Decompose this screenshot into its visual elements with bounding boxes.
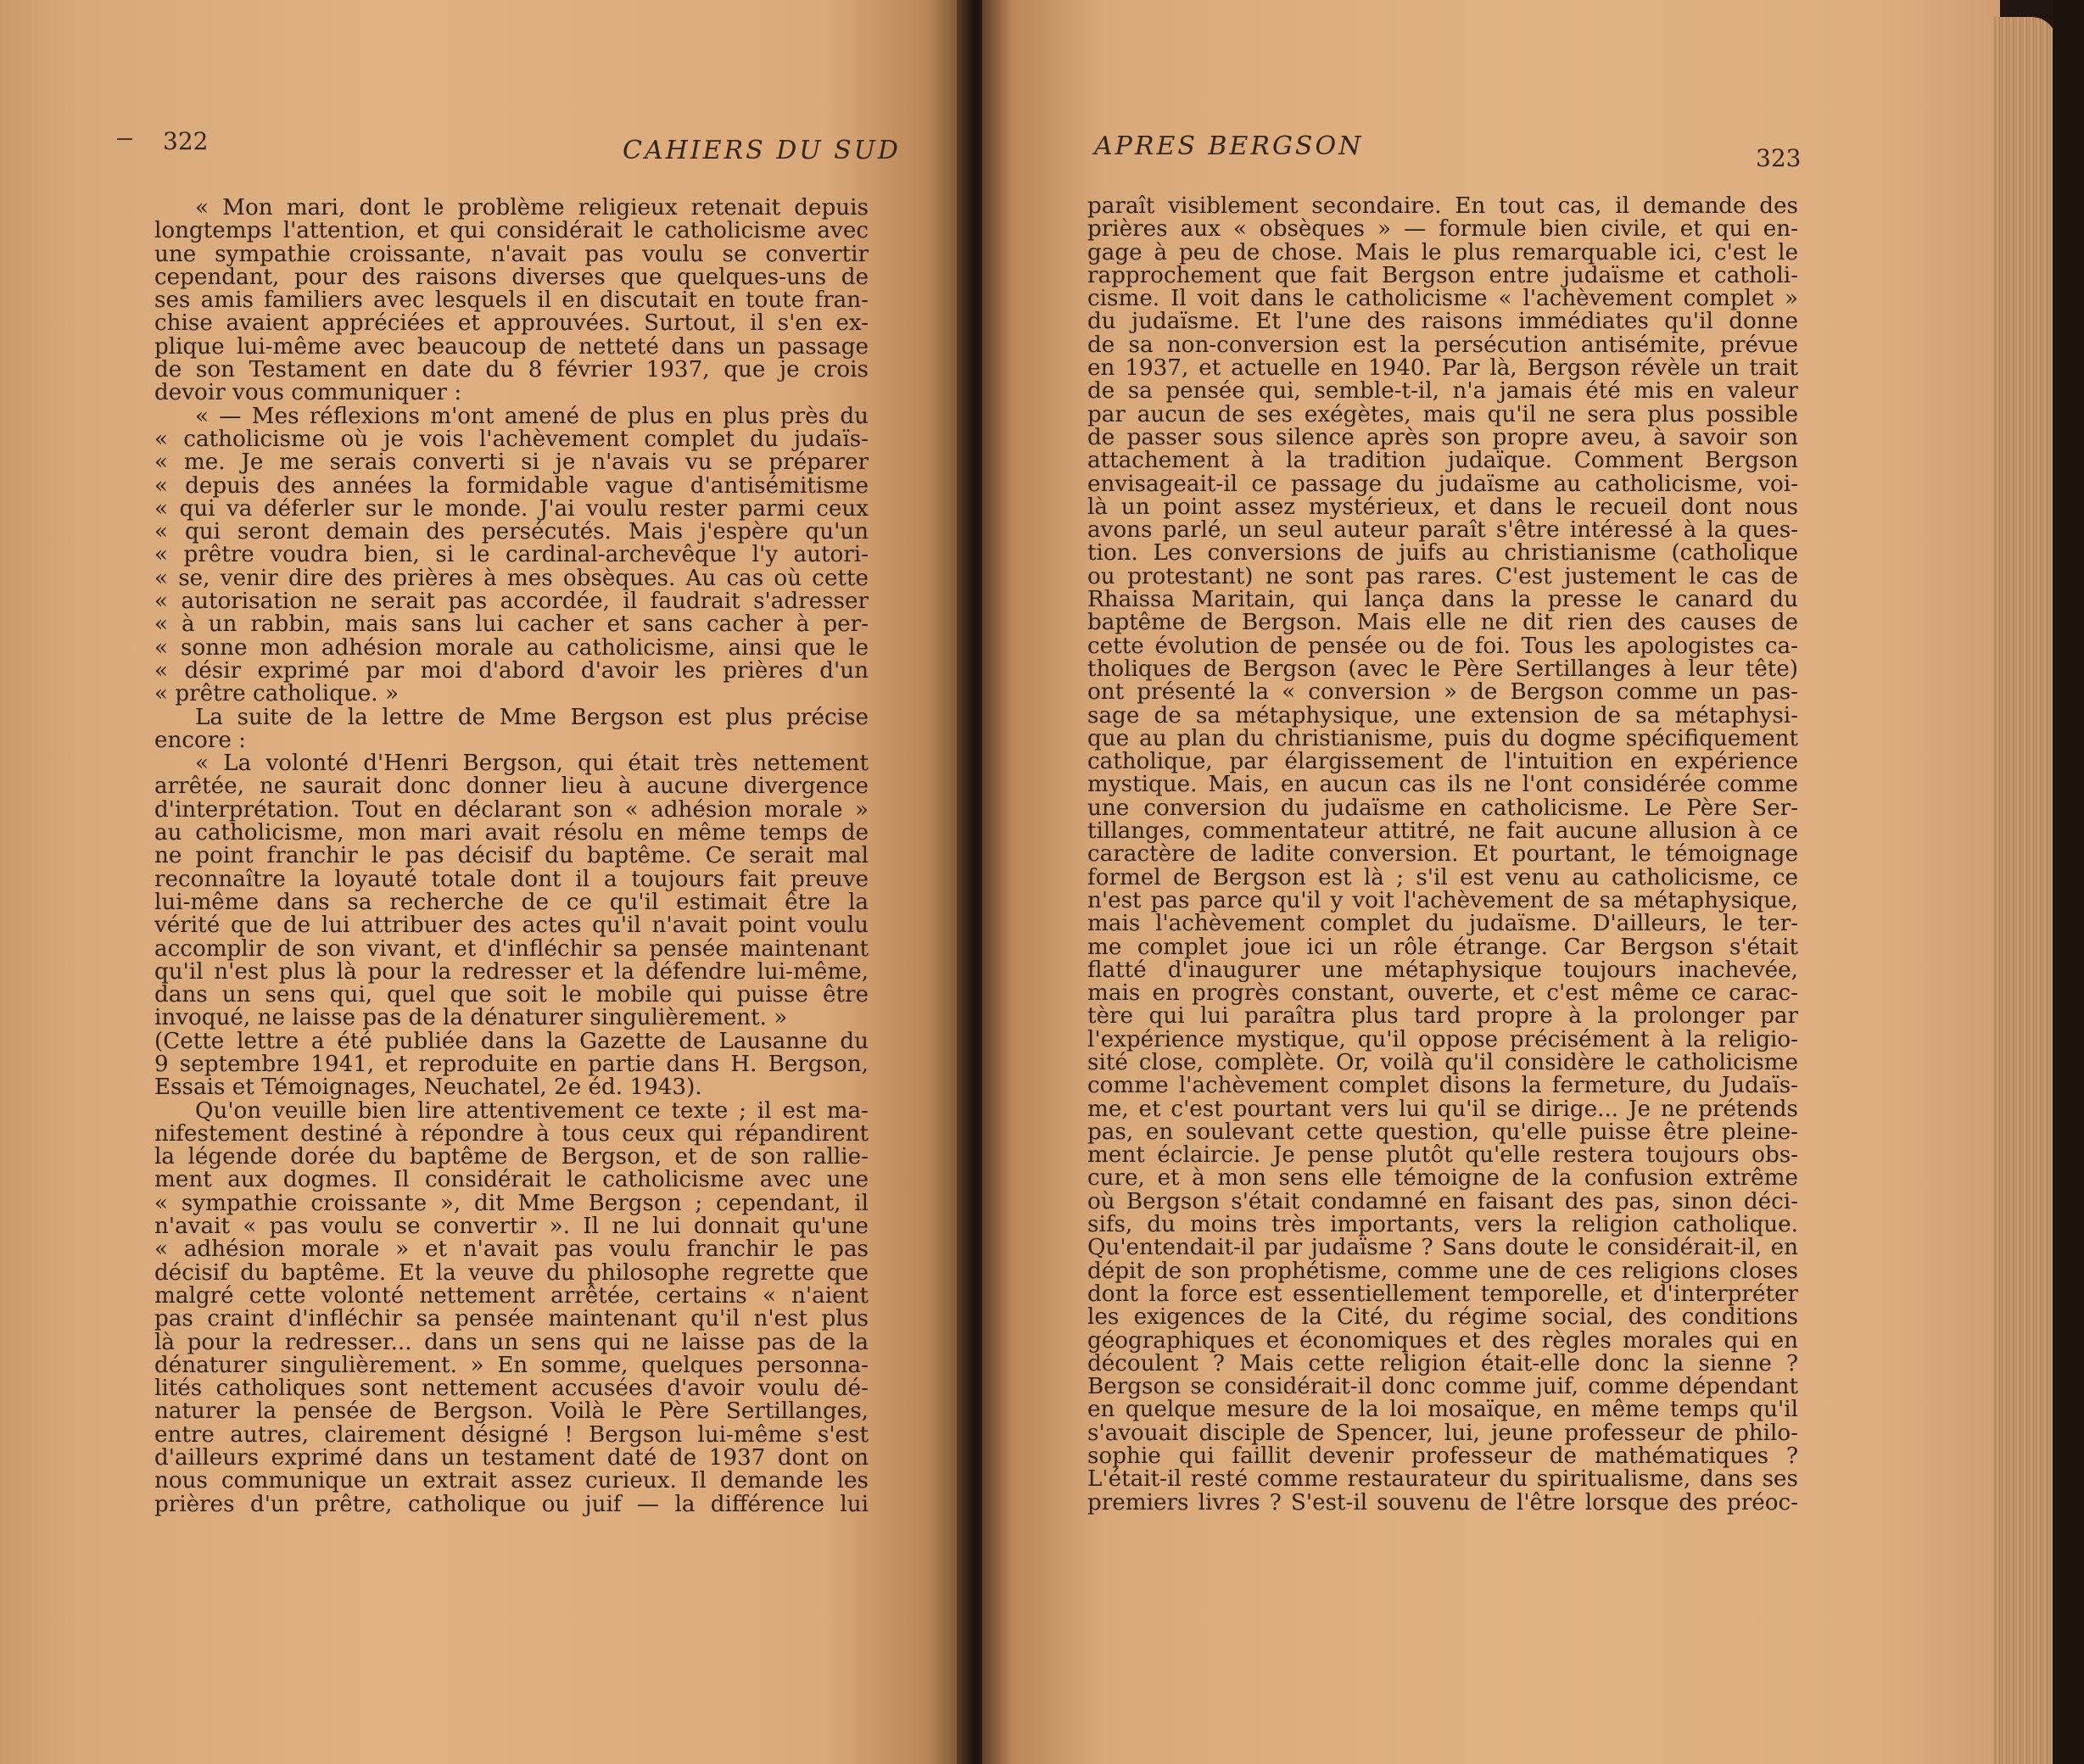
text-line: ne point franchir le pas décisif du baptême. Ce serait mal [154, 845, 869, 868]
text-line: 9 septembre 1941, et reproduite en partie dans H. Bergson, [154, 1052, 869, 1077]
text-line: n'est pas parce qu'il y voit l'achèvement de sa métaphysique, [1087, 889, 1798, 913]
text-line: prières aux « obsèques » — formule bien civile, et qui en- [1087, 218, 1798, 242]
text-line: sophie qui faillit devenir professeur de mathématiques ? [1087, 1445, 1798, 1469]
text-line: lui-même dans sa recherche de ce qu'il estimait être la [154, 890, 869, 915]
background-edge [2053, 0, 2084, 1764]
text-line: Rhaissa Maritain, qui lança dans la presse le canard du [1087, 589, 1798, 612]
text-line: flatté d'inaugurer une métaphysique toujours inachevée, [1087, 958, 1798, 983]
text-line: ment aux dogmes. Il considérait le catholicisme avec une [154, 1169, 869, 1192]
text-line: « autorisation ne serait pas accordée, il faudrait s'adresser [154, 590, 869, 614]
text-line: ses amis familiers avec lesquels il en discutait en toute fran- [154, 289, 869, 313]
text-line: me, et c'est pourtant vers lui qu'il se dirige... Je ne prétends [1087, 1097, 1798, 1121]
text-line: mais en progrès constant, ouverte, et c'est même ce carac- [1087, 982, 1798, 1006]
right-page [982, 0, 2000, 1764]
text-line: « — Mes réflexions m'ont amené de plus en plus près du [195, 405, 869, 428]
left-page [0, 0, 967, 1764]
text-line: sage de sa métaphysique, une extension de sa métaphysi- [1087, 704, 1798, 728]
text-line: devoir vous communiquer : [154, 382, 462, 405]
text-line: invoqué, ne laisse pas de la dénaturer singulièrement. » [154, 1007, 788, 1030]
text-line: qu'il n'est plus là pour la redresser et la défendre lui-même, [154, 960, 869, 985]
text-line: premiers livres ? S'est-il souvenu de l'être lorsque des préoc- [1087, 1491, 1798, 1515]
left-body-text [154, 197, 869, 1516]
text-line: caractère de ladite conversion. Et pourtant, le témoignage [1087, 843, 1798, 867]
text-line: au catholicisme, mon mari avait résolu en même temps de [154, 822, 869, 846]
text-line: ont présenté la « conversion » de Bergson comme un pas- [1087, 681, 1798, 705]
text-line: que au plan du christianisme, puis du dogme spécifiquement [1087, 727, 1798, 751]
text-line: là un point assez mystérieux, et dans le recueil dont nous [1087, 495, 1798, 520]
text-line: les exigences de la Cité, du régime social, des conditions [1087, 1306, 1798, 1330]
text-line: rapprochement que fait Bergson entre judaïsme et catholi- [1087, 264, 1798, 288]
text-line: de sa pensée qui, semble-t-il, n'a jamais été mis en valeur [1087, 380, 1798, 404]
text-line: « prêtre voudra bien, si le cardinal-archevêque l'y autori- [154, 544, 869, 567]
text-line: géographiques et économiques et des règles morales qui en [1087, 1329, 1798, 1353]
text-line: de sa non-conversion est la persécution antisémite, prévue [1087, 333, 1798, 358]
text-line: La suite de la lettre de Mme Bergson est plus précise [195, 706, 869, 729]
text-line: « La volonté d'Henri Bergson, qui était très nettement [195, 752, 869, 776]
text-line: Qu'entendait-il par judaïsme ? Sans doute le considérait-il, en [1087, 1236, 1798, 1260]
text-line: découlent ? Mais cette religion était-elle donc la sienne ? [1087, 1352, 1798, 1376]
text-line: nous communique un extrait assez curieux. Il demande les [154, 1470, 869, 1493]
text-line: « qui seront demain des persécutés. Mais j'espère qu'un [154, 521, 869, 544]
text-line: gage à peu de chose. Mais le plus remarquable ici, c'est le [1087, 241, 1798, 265]
text-line: dont la force est essentiellement temporelle, et d'interpréter [1087, 1282, 1798, 1307]
text-line: catholique, par élargissement de l'intuition en expérience [1087, 751, 1798, 774]
text-line: « catholicisme où je vois l'achèvement complet du judaïs- [154, 427, 869, 452]
text-line: reconnaître la loyauté totale dont il a toujours fait preuve [154, 868, 869, 891]
text-line: de son Testament en date du 8 février 1937, que je crois [154, 359, 869, 382]
text-line: ment éclaircie. Je pense plutôt qu'elle restera toujours obs- [1087, 1144, 1798, 1168]
text-line: accomplir de son vivant, et d'infléchir sa pensée maintenant [154, 937, 869, 961]
text-line: « prêtre catholique. » [154, 683, 399, 706]
text-line: envisageait-il ce passage du judaïsme au catholicisme, voi- [1087, 472, 1798, 496]
text-line: Qu'on veuille bien lire attentivement ce texte ; il est ma- [195, 1099, 869, 1123]
text-line: du judaïsme. Et l'une des raisons immédiates qu'il donne [1087, 310, 1798, 334]
text-line: chise avaient appréciées et approuvées. Surtout, il s'en ex- [154, 312, 869, 336]
text-line: « qui va déferler sur le monde. J'ai voulu rester parmi ceux [154, 497, 869, 522]
text-line: entre autres, clairement désigné ! Bergson lui-même s'est [154, 1423, 869, 1448]
text-line: Bergson se considérait-il donc comme juif, comme dépendant [1087, 1376, 1798, 1399]
text-line: « se, venir dire des prières à mes obsèques. Au cas où cette [154, 567, 869, 591]
text-line: tillanges, commentateur attitré, ne fait aucune allusion à ce [1087, 820, 1798, 844]
text-line: n'avait « pas voulu se convertir ». Il ne lui donnait qu'une [154, 1215, 869, 1239]
text-line: « sonne mon adhésion morale au catholicisme, ainsi que le [154, 636, 869, 660]
left-running-head: CAHIERS DU SUD [623, 136, 901, 165]
text-line: (Cette lettre a été publiée dans la Gazette de Lausanne du [154, 1030, 869, 1053]
right-running-head: APRES BERGSON [1094, 131, 1364, 161]
text-line: par aucun de ses exégètes, mais qu'il ne sera plus possible [1087, 403, 1798, 427]
text-line: décisif du baptême. Et la veuve du philosophe regrette que [154, 1261, 869, 1285]
text-line: en 1937, et actuelle en 1940. Par là, Bergson révèle un trait [1087, 357, 1798, 381]
left-page-number: 322 [163, 127, 209, 155]
text-line: me complet joue ici un rôle étrange. Car Bergson s'était [1087, 935, 1798, 959]
text-line: cure, et à mon sens elle témoigne de la confusion extrême [1087, 1167, 1798, 1191]
text-line: paraît visiblement secondaire. En tout cas, il demande des [1087, 195, 1798, 219]
text-line: dépit de son prophétisme, comme une de ces religions closes [1087, 1259, 1798, 1283]
text-line: « depuis des années la formidable vague d'antisémitisme [154, 474, 869, 498]
text-line: de passer sous silence après son propre aveu, à savoir son [1087, 426, 1798, 450]
text-line: tère qui lui paraîtra plus tard propre à la prolonger par [1087, 1005, 1798, 1029]
text-line: cette évolution de pensée ou de foi. Tous les apologistes ca- [1087, 634, 1798, 658]
text-line: « désir exprimé par moi d'abord d'avoir les prières d'un [154, 659, 869, 684]
text-line: cependant, pour des raisons diverses que quelques-uns de [154, 265, 869, 290]
text-line: attachement à la tradition judaïque. Comment Bergson [1087, 449, 1798, 473]
text-line: « me. Je me serais converti si je n'avais vu se préparer [154, 451, 869, 475]
text-line: sité close, complète. Or, voilà qu'il considère le catholicisme [1087, 1051, 1798, 1075]
text-line: lités catholiques sont nettement accusées d'avoir voulu dé- [154, 1377, 869, 1401]
text-line: pas, en soulevant cette question, qu'elle puisse être pleine- [1087, 1120, 1798, 1145]
text-line: ou protestant) ne sont pas rares. C'est justement le cas de [1087, 565, 1798, 589]
text-line: Essais et Témoignages, Neuchatel, 2e éd. 1943). [154, 1076, 702, 1100]
text-line: où Bergson s'était condamné en faisant des pas, sinon déci- [1087, 1190, 1798, 1214]
right-page-number: 323 [1756, 144, 1802, 172]
text-line: en quelque mesure de la loi mosaïque, en même temps qu'il [1087, 1398, 1798, 1422]
text-line: mystique. Mais, en aucun cas ils ne l'ont considérée comme [1087, 773, 1798, 797]
text-line: s'avouait disciple de Spencer, lui, jeune professeur de philo- [1087, 1421, 1798, 1446]
text-line: baptême de Bergson. Mais elle ne dit rien des causes de [1087, 611, 1798, 635]
text-line: « Mon mari, dont le problème religieux retenait depuis [195, 197, 869, 220]
text-line: là pour la redresser... dans un sens qui ne laisse pas de la [154, 1331, 869, 1354]
text-line: vérité que de lui attribuer des actes qu'il n'avait point voulu [154, 914, 869, 938]
text-line: la légende dorée du baptême de Bergson, et de son ralliе- [154, 1146, 869, 1169]
text-line: « sympathie croissante », dit Mme Bergson ; cependant, il [154, 1192, 869, 1216]
margin-mark [117, 138, 132, 140]
text-line: mais l'achèvement complet du judaïsme. D'ailleurs, le ter- [1087, 913, 1798, 936]
text-line: nifestement destiné à répondre à tous ceux qui répandirent [154, 1122, 869, 1147]
text-line: encore : [154, 728, 246, 753]
text-line: l'expérience mystique, qu'il oppose précisément à la religio- [1087, 1028, 1798, 1052]
text-line: sifs, du moins très importants, vers la religion catholique. [1087, 1214, 1798, 1237]
text-line: prières d'un prêtre, catholique ou juif — la différence lui [154, 1493, 869, 1516]
text-line: longtemps l'attention, et qui considérait le catholicisme avec [154, 220, 869, 243]
text-line: dans un sens qui, quel que soit le mobile qui puisse être [154, 984, 869, 1008]
text-line: « adhésion morale » et n'avait pas voulu franchir le pas [154, 1238, 869, 1262]
text-line: plique lui-même avec beaucoup de netteté dans un passage [154, 335, 869, 360]
text-line: L'était-il resté comme restaurateur du spiritualisme, dans ses [1087, 1468, 1798, 1492]
text-line: formel de Bergson est là ; s'il est venu au catholicisme, ce [1087, 866, 1798, 890]
text-line: d'interprétation. Tout en déclarant son « adhésion morale » [154, 798, 869, 823]
text-line: dénaturer singulièrement. » En somme, quelques personna- [154, 1354, 869, 1378]
text-line: tholiques de Bergson (avec le Père Sertillanges à leur tête) [1087, 657, 1798, 682]
text-line: avons parlé, un seul auteur paraît s'être intéressé à la ques- [1087, 519, 1798, 543]
text-line: une sympathie croissante, n'avait pas voulu se convertir [154, 243, 869, 266]
text-line: une conversion du judaïsme en catholicisme. Le Père Ser- [1087, 796, 1798, 821]
text-line: pas craint d'infléchir sa pensée maintenant qu'il n'est plus [154, 1308, 869, 1331]
text-line: « à un rabbin, mais sans lui cacher et sans cacher à per- [154, 613, 869, 637]
text-line: d'ailleurs exprimé dans un testament daté de 1937 dont on [154, 1447, 869, 1471]
text-line: comme l'achèvement complet disons la fermeture, du Judaïs- [1087, 1075, 1798, 1098]
right-body-text [1087, 195, 1798, 1515]
text-line: tion. Les conversions de juifs au christianisme (catholique [1087, 542, 1798, 566]
text-line: naturer la pensée de Bergson. Voilà le Père Sertillanges, [154, 1400, 869, 1424]
text-line: arrêtée, ne saurait donc donner lieu à aucune divergence [154, 775, 869, 799]
text-line: cisme. Il voit dans le catholicisme « l'achèvement complet » [1087, 287, 1798, 311]
page-edges [1993, 17, 2057, 1764]
text-line: malgré cette volonté nettement arrêtée, certains « n'aient [154, 1284, 869, 1309]
